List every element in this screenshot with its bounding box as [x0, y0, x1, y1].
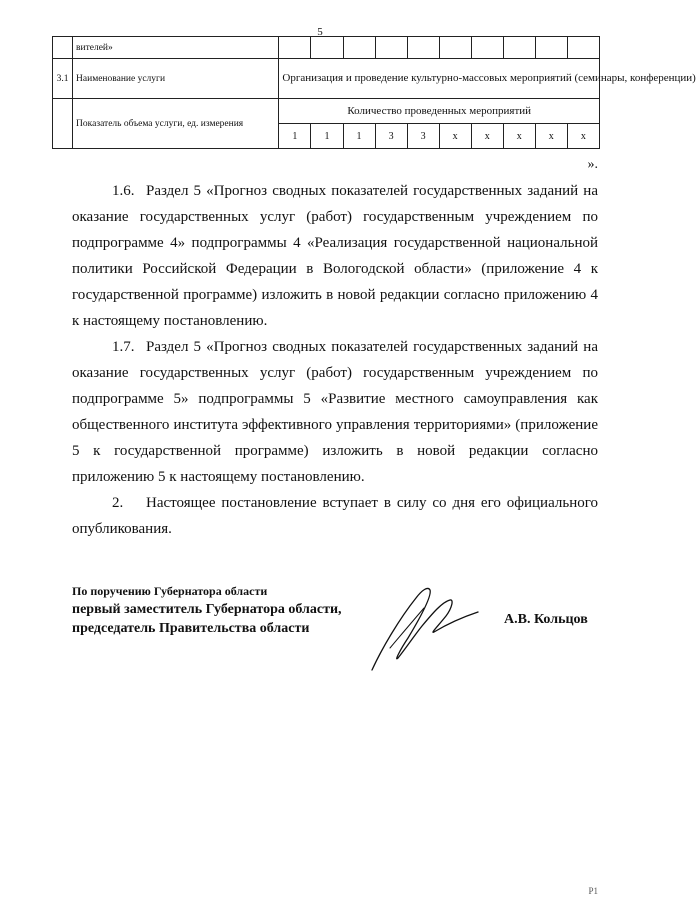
- paragraph-number: 1.7.: [112, 339, 135, 355]
- value-cell: x: [439, 124, 471, 149]
- paragraph-number: 1.6.: [112, 183, 135, 199]
- value-cell: 3: [407, 124, 439, 149]
- service-table: [52, 36, 696, 149]
- handwritten-signature: [360, 578, 490, 678]
- signatory-name: А.В. Кольцов: [504, 612, 588, 627]
- table-cell: [503, 37, 535, 59]
- value-cell: 3: [375, 124, 407, 149]
- paragraph-2: [72, 490, 598, 542]
- signatory-block: [72, 582, 342, 638]
- table-cell: [567, 37, 599, 59]
- table-cell: [343, 37, 375, 59]
- table-cell: [279, 37, 311, 59]
- service-name-label: Наименование услуги: [73, 59, 279, 99]
- table-cell: [53, 99, 73, 149]
- signatory-line-1: По поручению Губернатора области: [72, 584, 268, 598]
- table-cell: [535, 37, 567, 59]
- paragraph-text: Настоящее постановление вступает в силу со дня его официального опубликования.: [72, 495, 598, 537]
- table-cell: [439, 37, 471, 59]
- footer-mark: Р1: [588, 886, 598, 896]
- volume-indicator-label: Показатель объема услуги, ед. измерения: [73, 99, 279, 149]
- table-cell: [311, 37, 343, 59]
- signatory-line-2: первый заместитель Губернатора области,: [72, 602, 342, 617]
- value-cell: x: [535, 124, 567, 149]
- paragraph-1-6: [72, 178, 598, 334]
- table-row: [53, 37, 600, 59]
- signatory-line-3: председатель Правительства области: [72, 621, 310, 636]
- value-cell: x: [503, 124, 535, 149]
- paragraph-number: 2.: [112, 495, 124, 511]
- value-cell: 1: [279, 124, 311, 149]
- table-cell: [53, 37, 73, 59]
- volume-indicator-value: Количество проведенных мероприятий: [279, 99, 600, 124]
- table-cell: [471, 37, 503, 59]
- value-cell: x: [567, 124, 599, 149]
- table-cell-label: вителей»: [73, 37, 279, 59]
- table-row: [53, 59, 600, 99]
- page-number: 5: [317, 26, 323, 38]
- paragraph-text: Раздел 5 «Прогноз сводных показателей государственных заданий на оказание государственных услуг (работ) государственным учреждением по подпрограмме 5» подпрограммы 5 «Развитие местного самоуправления как общественного института эффективного управления территориями» (приложение 5 к государственной программе) изложить в новой редакции согласно приложению 5 к настоящему постановлению.: [72, 339, 598, 485]
- paragraph-1-7: [72, 334, 598, 490]
- service-name-value: Организация и проведение культурно-массовых мероприятий (семинары, конференции): [279, 59, 600, 99]
- value-cell: 1: [311, 124, 343, 149]
- row-number: 3.1: [53, 59, 73, 99]
- table-row: [53, 99, 600, 124]
- table-cell: [375, 37, 407, 59]
- paragraph-text: Раздел 5 «Прогноз сводных показателей государственных заданий на оказание государственных услуг (работ) государственным учреждением по подпрограмме 4» подпрограммы 4 «Реализация государственной национальной политики Российской Федерации в Вологодской области» (приложение 4 к государственной программе) изложить в новой редакции согласно приложению 4 к настоящему постановлению.: [72, 183, 598, 329]
- table-closing-quote: ».: [587, 157, 598, 172]
- value-cell: x: [471, 124, 503, 149]
- table-cell: [407, 37, 439, 59]
- value-cell: 1: [343, 124, 375, 149]
